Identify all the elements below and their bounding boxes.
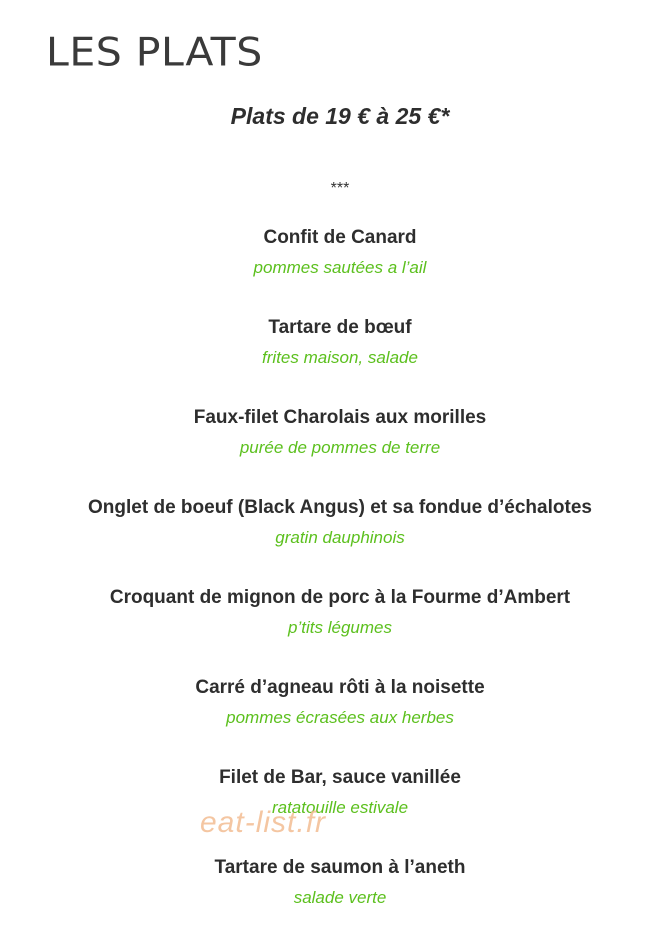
- dish-name: Tartare de bœuf: [268, 317, 412, 338]
- dish-side: gratin dauphinois: [275, 528, 405, 547]
- separator: ***: [330, 180, 350, 197]
- dish-name: Croquant de mignon de porc à la Fourme d’Ambert: [109, 587, 571, 608]
- dish-item: [0, 225, 672, 315]
- dish-side: salade verte: [293, 888, 387, 907]
- dish-side: pommes sautées a l’ail: [253, 258, 427, 277]
- dish-item: [0, 675, 672, 765]
- dish-name: Tartare de saumon à l’aneth: [214, 857, 466, 878]
- dish-side: purée de pommes de terre: [239, 438, 441, 457]
- dish-name: Filet de Bar, sauce vanillée: [219, 767, 461, 788]
- dish-name: Onglet de boeuf (Black Angus) et sa fondue d’échalotes: [88, 497, 592, 518]
- dish-side: p’tits légumes: [288, 618, 392, 637]
- dish-side: frites maison, salade: [262, 348, 418, 367]
- dish-name: Faux-filet Charolais aux morilles: [193, 407, 487, 428]
- dish-list: [0, 225, 672, 945]
- dish-item: [0, 855, 672, 945]
- dish-name: Carré d’agneau rôti à la noisette: [195, 677, 485, 698]
- dish-item: [0, 315, 672, 405]
- price-subtitle: Plats de 19 € à 25 €*: [230, 103, 450, 129]
- page-title: LES PLATS: [46, 29, 263, 75]
- dish-item: [0, 495, 672, 585]
- watermark: eat-list.fr: [200, 806, 327, 839]
- dish-item: [0, 405, 672, 495]
- dish-side: ratatouille estivale: [271, 798, 409, 817]
- dish-side: pommes écrasées aux herbes: [226, 708, 454, 727]
- dish-item: [0, 765, 672, 855]
- dish-name: Confit de Canard: [263, 227, 417, 248]
- dish-item: [0, 585, 672, 675]
